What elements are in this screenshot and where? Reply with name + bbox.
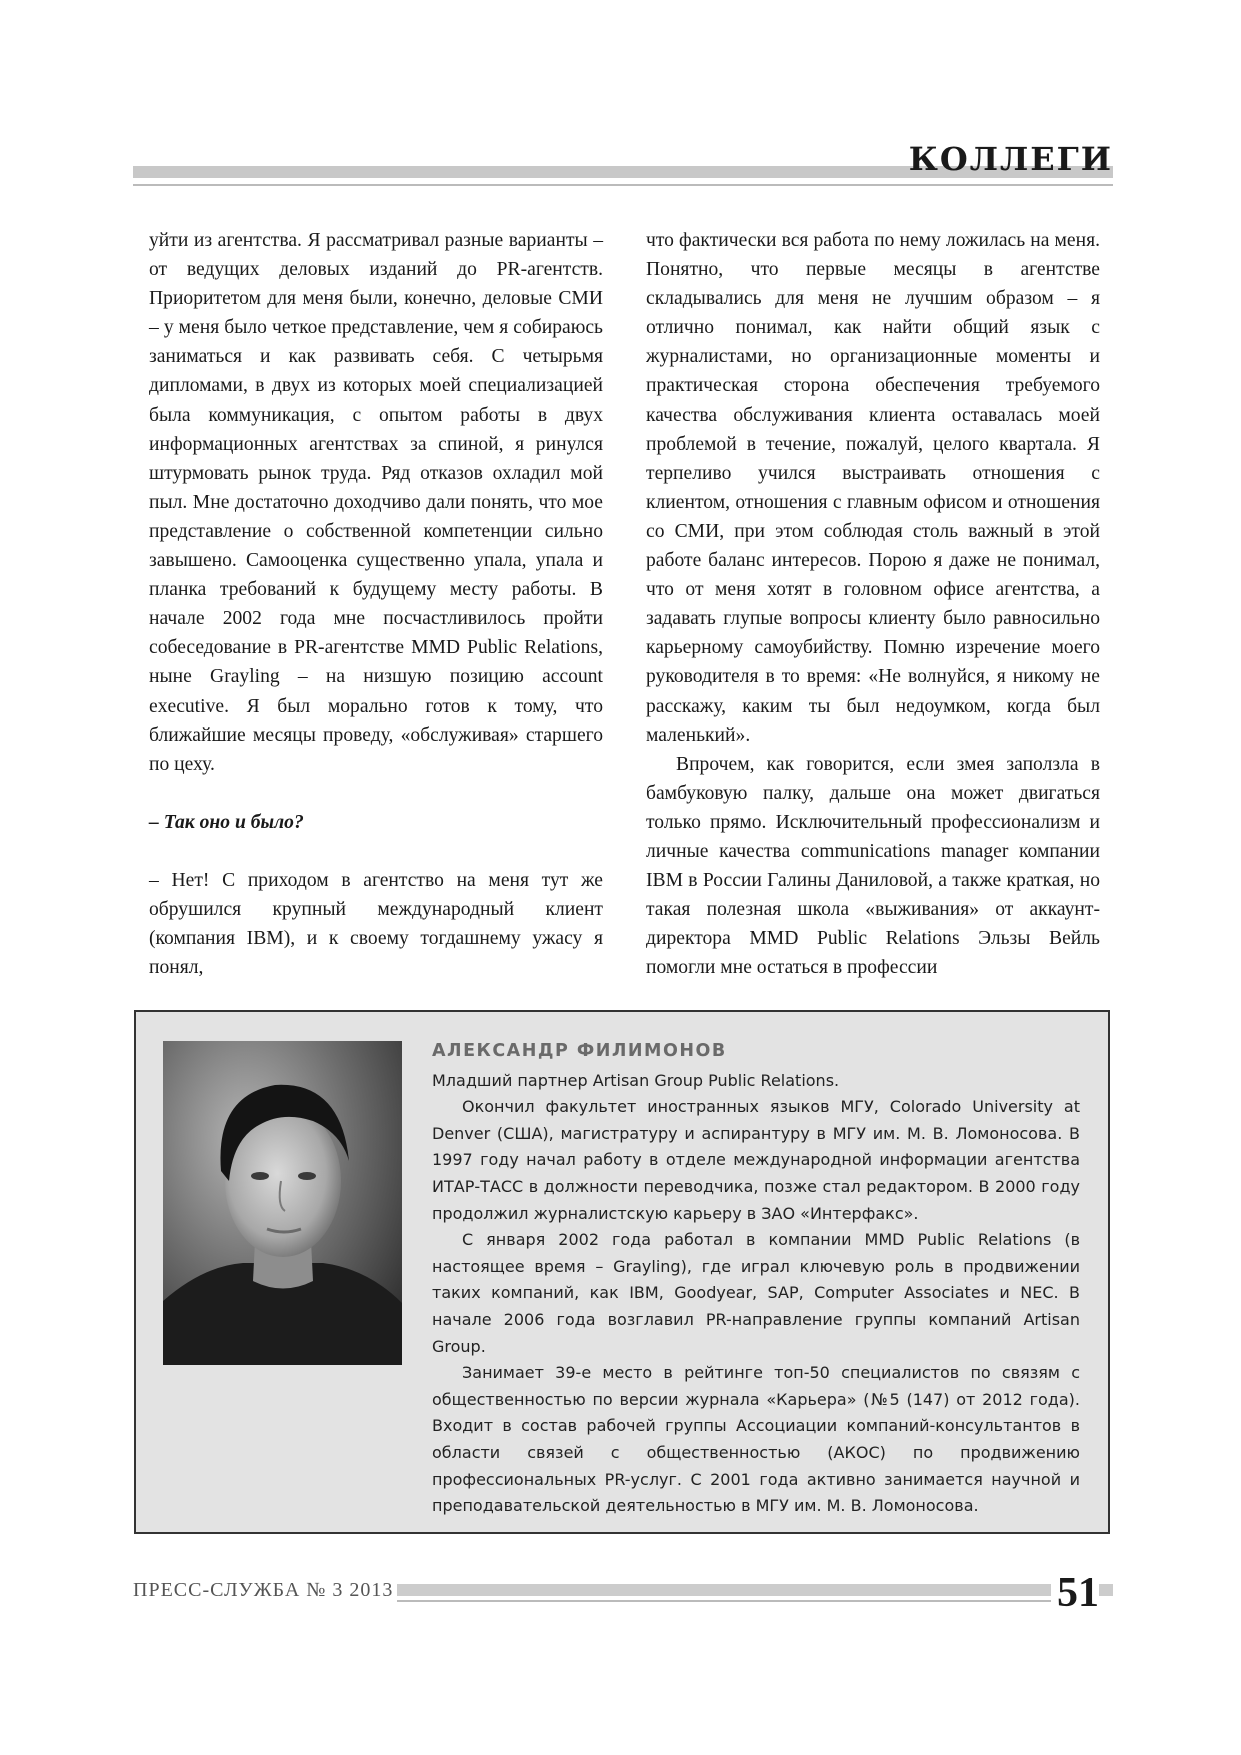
bio-text — [432, 1038, 1080, 1520]
bio-name: АЛЕКСАНДР ФИЛИМОНОВ — [432, 1041, 727, 1061]
interview-answer: – Нет! С приходом в агентство на меня тут же обрушился крупный международный клиент (компания IBM), и к своему тогдашнему ужасу я понял, — [149, 869, 603, 979]
bio-role: Младший партнер Artisan Group Public Relations. — [432, 1070, 840, 1090]
page-footer — [133, 1570, 1113, 1620]
page-number: 51 — [1051, 1570, 1099, 1616]
right-column — [646, 226, 1100, 982]
portrait-illustration — [163, 1041, 402, 1365]
right-paragraph-2: Впрочем, как говорится, если змея заползла в бамбуковую палку, дальше она может двигаться только прямо. Исключительный профессионализм и личные качества communications manager компании IBM в России Галины Даниловой, а также краткая, но такая полезная школа «выживания» от аккаунт-директора MMD Public Relations Эльзы Вейль помогли мне остаться в профессии — [646, 753, 1100, 979]
section-title: КОЛЛЕГИ — [908, 140, 1113, 178]
left-column — [149, 226, 603, 982]
bio-paragraph-2: С января 2002 года работал в компании MMD Public Relations (в настоящее время – Grayling), где играл ключевую роль в продвижении таких компаний, как IBM, Goodyear, SAP, Computer Associates и NEC. В начале 2006 года возглавил PR-направление группы компаний Artisan Group. — [432, 1230, 1080, 1356]
magazine-issue: ПРЕСС-СЛУЖБА № 3 2013 — [133, 1578, 397, 1602]
header-rule-thin — [133, 184, 1113, 186]
bio-box — [134, 1010, 1110, 1534]
left-paragraph-1: уйти из агентства. Я рассматривал разные варианты – от ведущих деловых изданий до PR-агентств. Приоритетом для меня были, конечно, деловые СМИ – у меня было четкое представление, чем я собираюсь заниматься и как развивать себя. С четырьмя дипломами, в двух из которых моей специализацией была коммуникация, с опытом работы в двух информационных агентствах за спиной, я ринулся штурмовать рынок труда. Ряд отказов охладил мой пыл. Мне достаточно доходчиво дали понять, что мое представление о собственной компетенции сильно завышено. Самооценка существенно упала, упала и планка требований к будущему месту работы. В начале 2002 года мне посчастливилось пройти собеседование в PR-агентстве MMD Public Relations, ныне Grayling – на низшую позицию account executive. Я был морально готов к тому, что ближайшие месяцы проведу, «обслуживая» старшего по цеху. — [149, 230, 603, 775]
section-header — [133, 140, 1113, 186]
bio-paragraph-1: Окончил факультет иностранных языков МГУ, Colorado University at Denver (США), магистратуру и аспирантуру в МГУ им. М. В. Ломоносова. В 1997 году начал работу в отделе международной информации агентства ИТАР-ТАСС в должности переводчика, позже стал редактором. В 2000 году продолжил журналистскую карьеру в ЗАО «Интерфакс». — [432, 1097, 1080, 1223]
interview-question: – Так оно и было? — [149, 811, 304, 833]
right-paragraph-1: что фактически вся работа по нему ложилась на меня. Понятно, что первые месяцы в агентстве складывались для меня не лучшим образом – я отлично понимал, как найти общий язык с журналистами, но организационные моменты и практическая сторона обеспечения требуемого качества обслуживания клиента оставалась моей проблемой в течение, пожалуй, целого квартала. Я терпеливо учился выстраивать отношения с клиентом, отношения с главным офисом и отношения со СМИ, при этом соблюдая столь важный в этой работе баланс интересов. Порою я даже не понимал, что от меня хотят в головном офисе агентства, а задавать глупые вопросы клиенту было равносильно карьерному самоубийству. Помню изречение моего руководителя в то время: «Не волнуйся, я никому не расскажу, каким ты был недоумком, когда был маленький». — [646, 230, 1100, 746]
portrait-photo — [163, 1041, 402, 1365]
bio-paragraph-3: Занимает 39-е место в рейтинге топ-50 специалистов по связям с общественностью по версии журнала «Карьера» (№5 (147) от 2012 года). Входит в состав рабочей группы Ассоциации компаний-консультантов в области связей с общественностью (АКОС) по продвижению профессиональных PR-услуг. С 2001 года активно занимается научной и преподавательской деятельностью в МГУ им. М. В. Ломоносова. — [432, 1363, 1080, 1516]
